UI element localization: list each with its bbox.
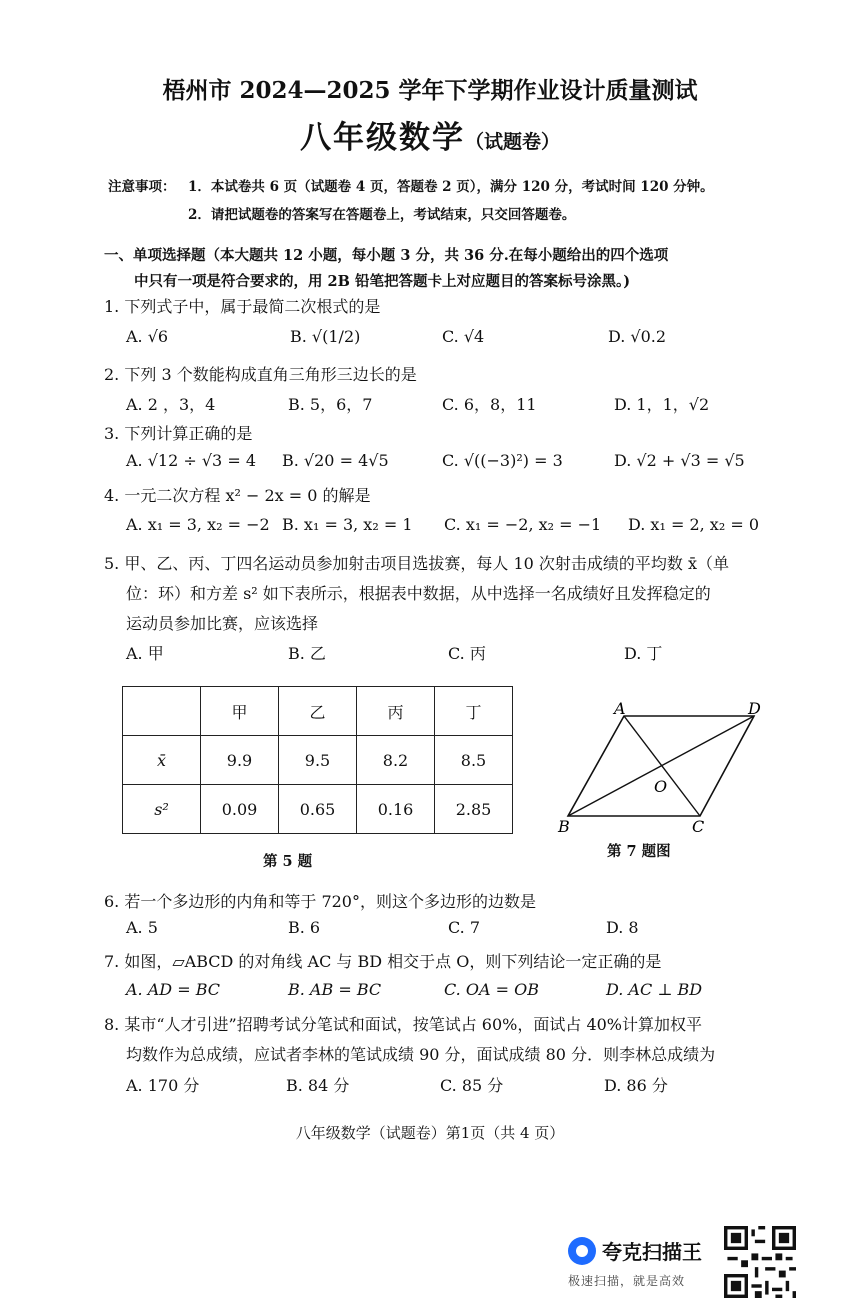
table-cell: 丁	[435, 687, 513, 736]
question-8-option-d: D. 86 分	[604, 1076, 668, 1095]
question-6-option-c: C. 7	[448, 918, 481, 937]
qr-code-icon	[724, 1226, 796, 1298]
question-8-option-b: B. 84 分	[286, 1076, 350, 1095]
question-5-option-c: C. 丙	[448, 644, 486, 663]
question-5-option-d: D. 丁	[624, 644, 663, 663]
question-6-option-b: B. 6	[288, 918, 321, 937]
notice-line-1: 1．本试卷共 6 页（试题卷 4 页，答题卷 2 页），满分 120 分，考试时间 120 分钟。	[188, 179, 714, 195]
table-cell: 2.85	[435, 785, 513, 834]
vertex-label-d: D	[748, 700, 761, 718]
question-3-option-c: C. √((−3)²) = 3	[442, 451, 563, 470]
question-5-line-2: 位：环）和方差 s² 如下表所示，根据表中数据，从中选择一名成绩好且发挥稳定的	[126, 584, 711, 603]
table-row	[123, 687, 513, 736]
question-2-option-c: C. 6，8，11	[442, 395, 537, 414]
table-caption: 第 5 题	[263, 853, 313, 870]
question-6-option-a: A. 5	[126, 918, 158, 937]
question-4-option-c: C. x₁ = −2, x₂ = −1	[444, 515, 602, 534]
section-heading-line-2: 中只有一项是符合要求的，用 2B 铅笔把答题卡上对应题目的答案标号涂黑。)	[134, 273, 631, 290]
table-cell	[123, 687, 201, 736]
question-7-option-d: D. AC ⊥ BD	[606, 980, 703, 999]
question-5-line-3: 运动员参加比赛，应该选择	[126, 614, 319, 633]
question-8-option-c: C. 85 分	[440, 1076, 504, 1095]
question-4-option-d: D. x₁ = 2, x₂ = 0	[628, 515, 759, 534]
vertex-label-b: B	[558, 817, 570, 836]
question-1-stem: 1. 下列式子中，属于最简二次根式的是	[104, 297, 381, 316]
exam-title: 梧州市 2024—2025 学年下学期作业设计质量测试	[162, 77, 698, 104]
question-3-option-b: B. √20 = 4√5	[282, 451, 389, 470]
question-1-option-a: A. √6	[126, 327, 169, 346]
paper-type: （试题卷）	[464, 131, 560, 153]
notice-label: 注意事项：	[108, 179, 176, 195]
table-cell: 9.5	[279, 736, 357, 785]
brand-name: 夸克扫描王	[602, 1240, 702, 1264]
subject-title	[0, 112, 860, 157]
question-5-option-a: A. 甲	[126, 644, 164, 663]
table-cell: 0.65	[279, 785, 357, 834]
question-6-option-d: D. 8	[606, 918, 639, 937]
table-row	[123, 785, 513, 834]
table-cell: 丙	[357, 687, 435, 736]
table-cell: 8.2	[357, 736, 435, 785]
question-7-option-c: C. OA = OB	[444, 980, 539, 999]
question-8-option-a: A. 170 分	[126, 1076, 200, 1095]
vertex-label-a: A	[614, 700, 626, 718]
question-2-option-b: B. 5，6，7	[288, 395, 373, 414]
question-1-option-b: B. √(1/2)	[290, 327, 361, 346]
subject-name: 八年级数学	[299, 120, 465, 156]
page-footer: 八年级数学（试题卷）第1页（共 4 页）	[295, 1124, 565, 1142]
question-2-option-a: A. 2 ，3，4	[126, 395, 216, 414]
question-5-option-b: B. 乙	[288, 644, 326, 663]
question-2-option-d: D. 1，1，√2	[614, 395, 710, 414]
table-row	[123, 736, 513, 785]
question-1-option-c: C. √4	[442, 327, 485, 346]
scanner-brand	[568, 1236, 702, 1265]
question-3-option-a: A. √12 ÷ √3 = 4	[126, 451, 256, 470]
table-cell: 8.5	[435, 736, 513, 785]
vertex-label-c: C	[692, 817, 705, 836]
question-5-line-1: 5. 甲、乙、丙、丁四名运动员参加射击项目选拔赛，每人 10 次射击成绩的平均数 x̄（单	[104, 554, 729, 573]
notice-line-2: 2．请把试题卷的答案写在答题卷上，考试结束，只交回答题卷。	[188, 207, 576, 223]
question-1-option-d: D. √0.2	[608, 327, 667, 346]
question-8-line-2: 均数作为总成绩，应试者李林的笔试成绩 90 分，面试成绩 80 分．则李林总成绩为	[126, 1045, 716, 1064]
table-cell: x̄	[123, 736, 201, 785]
question-8-line-1: 8. 某市“人才引进”招聘考试分笔试和面试，按笔试占 60%，面试占 40%计算加权平	[104, 1015, 703, 1034]
question-6-stem: 6. 若一个多边形的内角和等于 720°，则这个多边形的边数是	[104, 892, 536, 911]
figure-caption: 第 7 题图	[607, 843, 671, 860]
parallelogram-figure	[550, 700, 780, 840]
question-4-option-a: A. x₁ = 3, x₂ = −2	[126, 515, 270, 534]
table-cell: 9.9	[201, 736, 279, 785]
q5-score-table	[122, 686, 513, 834]
table-cell: 0.09	[201, 785, 279, 834]
question-2-stem: 2. 下列 3 个数能构成直角三角形三边长的是	[104, 365, 417, 384]
quark-logo-icon	[568, 1237, 596, 1265]
section-heading-line-1: 一、单项选择题（本大题共 12 小题，每小题 3 分，共 36 分.在每小题给出的四个选项	[104, 247, 669, 264]
question-4-option-b: B. x₁ = 3, x₂ = 1	[282, 515, 413, 534]
table-cell: 0.16	[357, 785, 435, 834]
table-cell: s²	[123, 785, 201, 834]
table-cell: 乙	[279, 687, 357, 736]
center-label-o: O	[654, 777, 668, 796]
question-4-stem: 4. 一元二次方程 x² − 2x = 0 的解是	[104, 486, 371, 505]
brand-slogan: 极速扫描，就是高效	[568, 1274, 686, 1288]
question-3-option-d: D. √2 + √3 = √5	[614, 451, 745, 470]
question-7-option-b: B. AB = BC	[288, 980, 382, 999]
question-3-stem: 3. 下列计算正确的是	[104, 424, 253, 443]
table-cell: 甲	[201, 687, 279, 736]
question-7-stem: 7. 如图，▱ABCD 的对角线 AC 与 BD 相交于点 O，则下列结论一定正确的是	[104, 952, 662, 971]
question-7-option-a: A. AD = BC	[126, 980, 220, 999]
